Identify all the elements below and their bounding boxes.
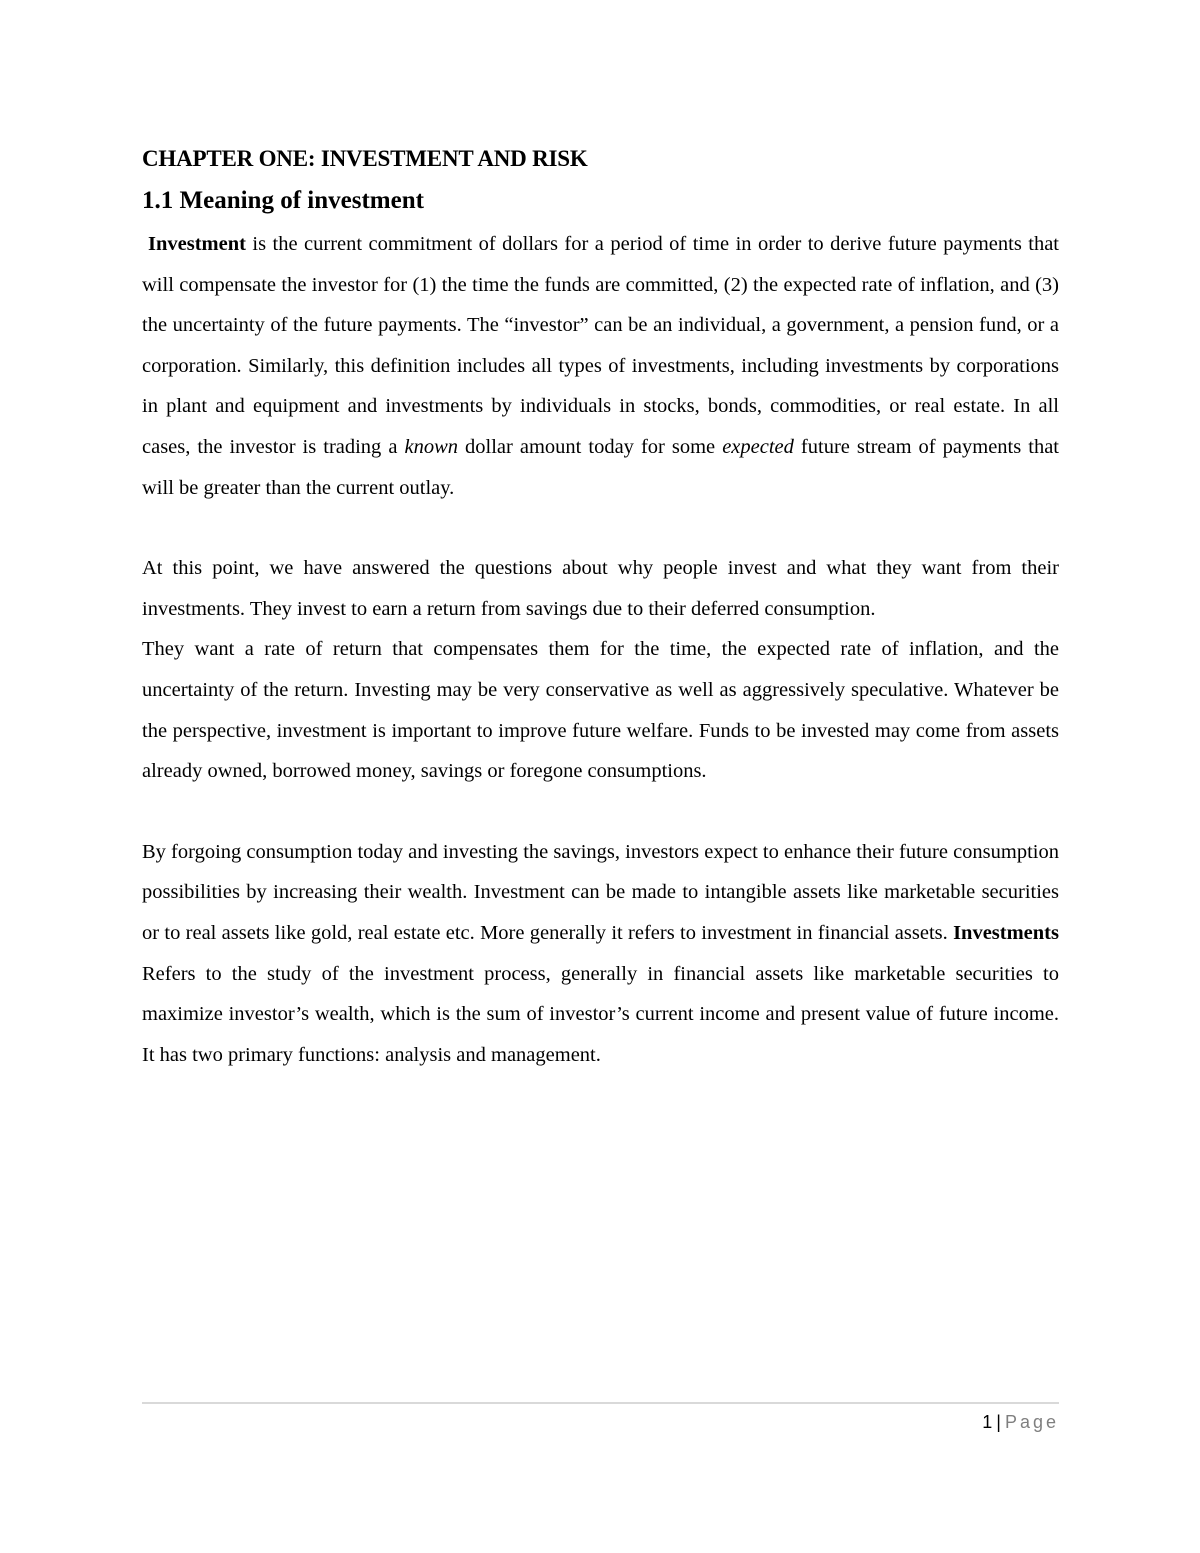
paragraph-text: Refers to the study of the investment process, generally in financial assets like marketable securities to maximize investor’s wealth, which is the sum of investor’s current income and present value of future income. It has two primary functions: analysis and management. [142,962,1059,1066]
paragraph-text: By forgoing consumption today and investing the savings, investors expect to enhance their future consumption possibilities by increasing their wealth. Investment can be made to intangible assets like marketable securities or to real assets like gold, real estate etc. More generally it refers to investment in financial assets. [142,840,1059,944]
chapter-title: CHAPTER ONE: INVESTMENT AND RISK [142,146,588,171]
paragraph-text: dollar amount today for some [458,435,723,458]
footer-divider [142,1402,1059,1404]
paragraph-text: future stream of payments that will be greater than the current outlay. [142,435,1059,499]
page-label: Page [1004,1412,1059,1432]
page-content [142,140,1059,1075]
page-number: 1 [982,1412,993,1432]
paragraph-why-invest: At this point, we have answered the questions about why people invest and what they want from their investments. They invest to earn a return from savings due to their deferred consumption. [142,557,1059,620]
section-heading: 1.1 Meaning of investment [142,187,424,214]
page-footer [982,1408,1059,1436]
term-investments: Investments [953,921,1059,944]
paragraph-forgoing-consumption [142,832,1059,1076]
paragraph-rate-of-return: They want a rate of return that compensates them for the time, the expected rate of inflation, and the uncertainty of the return. Investing may be very conservative as well as aggressively speculative. Whatever be the perspective, investment is important to improve future welfare. Funds to be invested may come from assets already owned, borrowed money, savings or foregone consumptions. [142,638,1059,783]
italic-expected: expected [722,435,794,458]
footer-separator: | [996,1412,1001,1432]
term-investment: Investment [148,233,246,255]
paragraph-investment-definition [142,224,1059,508]
paragraph-text: is the current commitment of dollars for a period of time in order to derive future payments that will compensate the investor for (1) the time the funds are committed, (2) the expected rate of inflation, and (3) the uncertainty of the future payments. The “investor” can be an individual, a government, a pension fund, or a corporation. Similarly, this definition includes all types of investments, including investments by corporations in plant and equipment and investments by individuals in stocks, bonds, commodities, or real estate. In all cases, the investor is trading a [142,233,1059,458]
italic-known: known [404,435,458,458]
